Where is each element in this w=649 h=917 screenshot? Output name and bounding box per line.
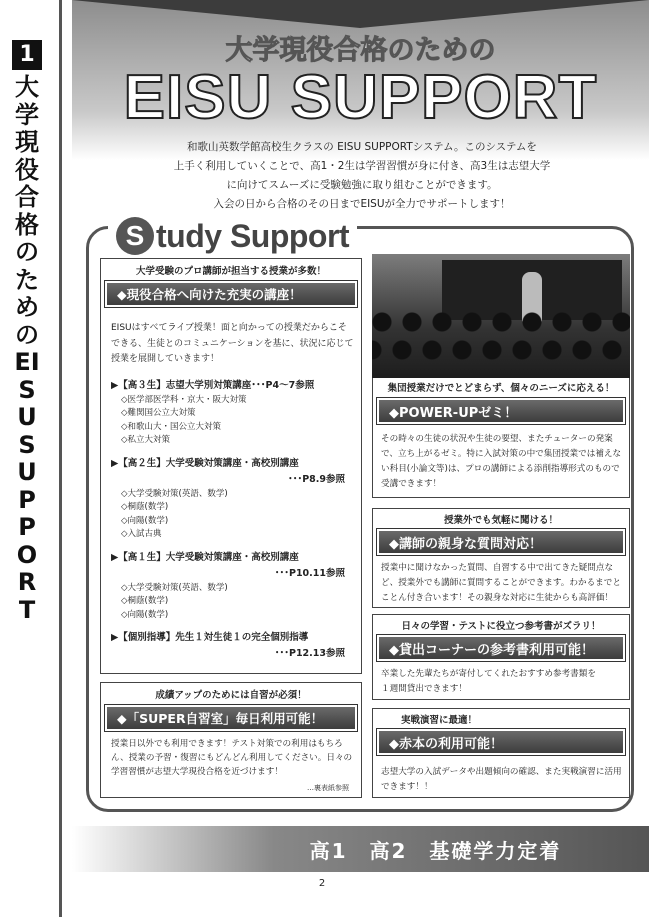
- study-s-circle: S: [116, 217, 154, 255]
- course-group: [111, 630, 355, 662]
- akahon-box: [372, 708, 630, 798]
- self-study-caption: 成績アップのためには自習が必須！: [155, 690, 307, 701]
- intro-line: に向けてスムーズに受験勉強に取り組むことができます。: [226, 179, 498, 191]
- self-study-box: [100, 682, 362, 798]
- course-item: ◇向陽(数学): [121, 609, 169, 620]
- self-study-body: 授業日以外でも利用できます！テスト対策での利用はもちろん、授業の予習・復習にもどんどん利用してください。日々の学習習慣が志望大学現役合格を近づけます！: [111, 739, 353, 777]
- sidebar-vertical-title: 大学現役合格のためのEISUSUPPORT: [14, 73, 40, 624]
- course-group: [111, 550, 355, 623]
- course-group-head: ▶【高２生】大学受験対策講座・高校別講座: [111, 457, 299, 469]
- course-item: ◇桐蔭(数学): [121, 596, 169, 606]
- course-item: ◇大学受験対策(英語、数学): [121, 582, 228, 593]
- course-group-head: ▶【高１生】大学受験対策講座・高校別講座: [111, 551, 299, 563]
- powerup-box: [372, 378, 630, 498]
- powerup-caption: 集団授業だけでとどまらず、個々のニーズに応える！: [387, 383, 615, 394]
- powerup-header: ◆POWER-UPゼミ！: [377, 398, 625, 424]
- lending-body: 卒業した先輩たちが寄付してくれたおすすめ参考書類を１週間貸出できます！: [381, 669, 596, 694]
- course-item: ◇私立大対策: [121, 435, 171, 445]
- footer-bar: [72, 826, 649, 872]
- course-group-head: ▶【個別指導】先生１対生徒１の完全個別指導: [111, 632, 309, 643]
- study-support-heading: [108, 214, 357, 258]
- lending-caption: 日々の学習・テストに役立つ参考書がズラリ！: [401, 621, 601, 632]
- course-item: ◇入試古典: [121, 529, 162, 539]
- course-item: ◇向陽(数学): [121, 515, 169, 526]
- course-header: ◆現役合格へ向けた充実の講座！: [105, 281, 357, 307]
- header-subtitle: 大学現役合格のための: [225, 35, 496, 66]
- question-body: 授業中に聞けなかった質問、自習する中で出てきた疑問点など、授業外でも講師に質問することができます。わかるまでとことん付き合います！その親身な対応に生徒からも高評価！: [381, 563, 621, 603]
- header-triangle: [72, 0, 649, 28]
- course-caption: 大学受験のプロ講師が担当する授業が多数！: [135, 266, 326, 277]
- course-group: [111, 378, 355, 448]
- course-group-ref: ･･･P10.11参照: [274, 567, 345, 579]
- self-study-note: …裏表紙参照: [307, 784, 349, 792]
- course-group-ref: ･･･P12.13参照: [274, 648, 345, 659]
- self-study-header: ◆「SUPER自習室」毎日利用可能！: [105, 705, 357, 731]
- akahon-body: 志望大学の入試データや出題傾向の確認、また実戦演習に活用できます！！: [381, 767, 622, 792]
- sidebar: [0, 0, 62, 917]
- intro-line: 和歌山英数学館高校生クラスの EISU SUPPORTシステム。このシステムを: [187, 141, 537, 153]
- lending-header: ◆貸出コーナーの参考書利用可能！: [377, 635, 625, 661]
- chapter-number: 1: [12, 40, 42, 70]
- lending-box: [372, 614, 630, 700]
- intro-text: [132, 138, 592, 214]
- intro-line: 入会の日から合格のその日までEISUが全力でサポートします！: [213, 198, 511, 210]
- course-item: ◇和歌山大・国公立大対策: [121, 421, 222, 432]
- course-box: [100, 258, 362, 674]
- course-item: ◇桐蔭(数学): [121, 502, 169, 512]
- course-item: ◇医学部医学科・京大・阪大対策: [121, 394, 247, 405]
- header-title: EISU SUPPORT: [123, 63, 598, 132]
- question-header: ◆講師の親身な質問対応！: [377, 529, 625, 555]
- akahon-caption: 実戦演習に最適！: [401, 715, 478, 726]
- page-number: 2: [318, 878, 326, 889]
- course-item: ◇難関国公立大対策: [121, 408, 196, 418]
- footer-bar-text: 高1 高2 基礎学力定着: [309, 838, 562, 863]
- question-box: [372, 508, 630, 608]
- intro-line: 上手く利用していくことで、高1・2生は学習習慣が身に付き、高3生は志望大学: [173, 160, 551, 172]
- course-group-ref: ･･･P8.9参照: [287, 473, 345, 485]
- students-row: [372, 340, 630, 376]
- question-caption: 授業外でも気軽に聞ける！: [443, 515, 558, 526]
- study-heading-text: tudy Support: [156, 217, 350, 254]
- course-group: [111, 456, 355, 542]
- powerup-body: その時々の生徒の状況や生徒の要望、またチューターの発案で、立ち上がるゼミ。特に入試対策の中で集団授業では補えない科目(小論文等)は、プロの講師による添削指導形式のもので受講できます！: [381, 434, 622, 489]
- classroom-photo: [372, 254, 630, 378]
- course-body: [111, 321, 355, 662]
- course-item: ◇大学受験対策(英語、数学): [121, 488, 228, 499]
- akahon-header: ◆赤本の利用可能！: [377, 729, 625, 755]
- course-group-head: ▶【高３生】志望大学別対策講座･･･P4〜7参照: [111, 379, 315, 391]
- course-intro: EISUはすべてライブ授業！面と向かっての授業だからこそできる、生徒とのコミュニケーションを基に、状況に応じて授業を展開していきます！: [111, 323, 354, 364]
